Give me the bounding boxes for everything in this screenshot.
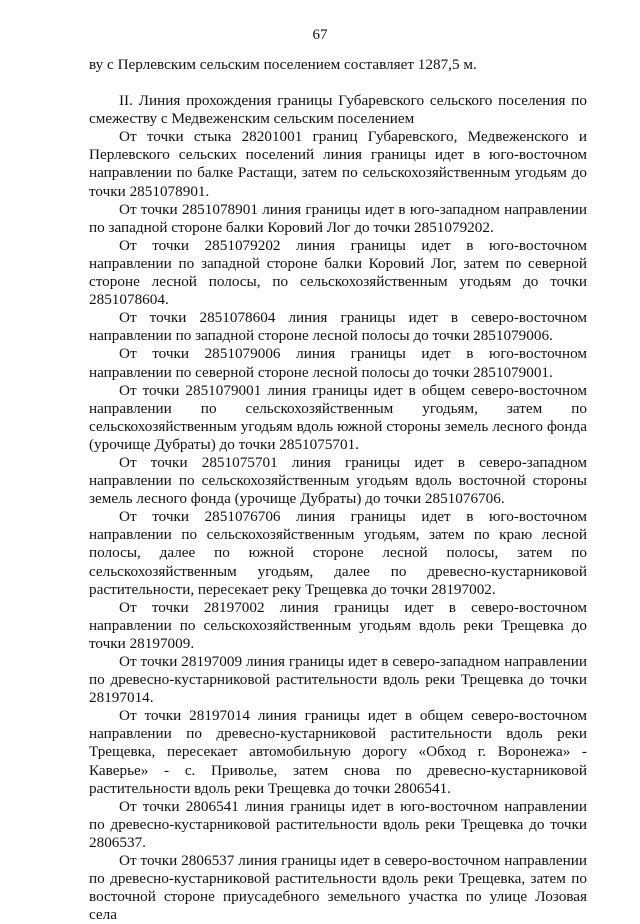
paragraph: От точки 2806541 линия границы идет в юго-восточном направлении по древесно-кустарниковой растительности вдоль реки Трещевка до точки 2806537.: [89, 797, 587, 851]
paragraph: От точки 28197002 линия границы идет в северо-восточном направлении по сельскохозяйственным угодьям вдоль реки Трещевка до точки 28197009.: [89, 598, 587, 652]
paragraph: От точки 2851079006 линия границы идет в юго-восточном направлении по северной стороне лесной полосы до точки 2851079001.: [89, 345, 587, 381]
paragraph: От точки 2851075701 линия границы идет в северо-западном направлении по сельскохозяйственным угодьям вдоль восточной стороны земель лесного фонда (урочище Дубраты) до точки 2851076706.: [89, 453, 587, 508]
paragraph: От точки 2851079001 линия границы идет в общем северо-восточном направлении по сельскохозяйственным угодьям, затем по сельскохозяйственным угодьям вдоль южной стороны земель лесного фонда (урочище Дубраты) до точки 2851075701.: [89, 381, 587, 453]
paragraph: От точки 2806537 линия границы идет в северо-восточном направлении по древесно-кустарниковой растительности вдоль реки Трещевка, затем по восточной стороне приусадебного земельного участка по улице Лозовая села: [89, 852, 587, 924]
paragraph: От точки 2851079202 линия границы идет в юго-восточном направлении по западной стороне балки Коровий Лог, затем по северной стороне лесной полосы, по сельскохозяйственным угодьям до точки 2851078604.: [89, 236, 587, 309]
paragraph: От точки 2851076706 линия границы идет в юго-восточном направлении по сельскохозяйственным угодьям, затем по краю лесной полосы, далее по южной стороне лесной полосы, затем по сельскохозяйственным угодьям, далее по древесно-кустарниковой растительности, пересекает реку Трещевка до точки 28197002.: [89, 508, 587, 598]
paragraph: От точки 28197009 линия границы идет в северо-западном направлении по древесно-кустарниковой растительности вдоль реки Трещевка до точки 28197014.: [89, 653, 587, 707]
paragraph-continuation: ву с Перлевским сельским поселением составляет 1287,5 м.: [89, 56, 477, 73]
paragraph: От точки стыка 28201001 границ Губаревского, Медвеженского и Перлевского сельских поселений линия границы идет в юго-восточном направлении по балке Растащи, затем по сельскохозяйственным угодьям до точки 2851078901.: [89, 128, 587, 200]
paragraph: От точки 2851078901 линия границы идет в юго-западном направлении по западной стороне балки Коровий Лог до точки 2851079202.: [89, 200, 587, 236]
page-number: 67: [312, 27, 328, 43]
document-body: [89, 56, 587, 924]
paragraph: От точки 28197014 линия границы идет в общем северо-восточном направлении по древесно-кустарниковой растительности вдоль реки Трещевка, пересекает автомобильную дорогу «Обход г. Воронежа» - Каверье» - с. Приволье, затем снова по древесно-кустарниковой растительности вдоль реки Трещевка до точки 2806541.: [89, 707, 587, 797]
paragraph: От точки 2851078604 линия границы идет в северо-восточном направлении по западной стороне лесной полосы до точки 2851079006.: [89, 309, 587, 345]
section-heading: II. Линия прохождения границы Губаревского сельского поселения по смежеству с Медвеженским сельским поселением: [89, 92, 587, 128]
